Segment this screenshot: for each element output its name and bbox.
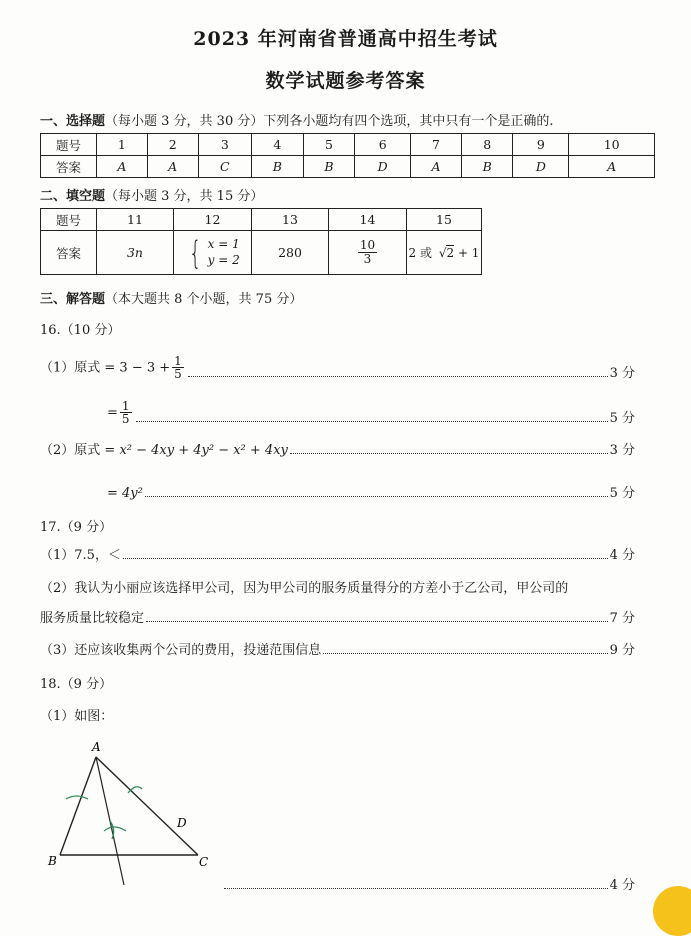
answer-cell: B (252, 156, 304, 178)
sqrt-sign: √ (438, 246, 447, 260)
score-points: 5 分 (609, 486, 635, 501)
score-points: 7 分 (609, 611, 635, 626)
q18-line-1: （1）如图： (40, 709, 114, 724)
section3-title: 三、解答题 (40, 292, 106, 307)
triangle-abc (60, 757, 198, 855)
answer-cell (329, 231, 407, 275)
corner-badge (653, 886, 691, 936)
section1-note: （每小题 3 分，共 30 分）下列各小题均有四个选项，其中只有一个是正确的. (105, 114, 554, 129)
dot-leader (146, 621, 608, 622)
point-label-d: D (177, 816, 187, 830)
answer-cell: C (198, 156, 252, 178)
q18-heading: 18.（9 分） (40, 677, 113, 692)
question-number: 12 (174, 209, 252, 231)
row-label: 题号 (41, 134, 97, 156)
q16-line-1-expr (40, 355, 186, 381)
vertex-label-b: B (48, 854, 57, 868)
q17-line-4-text: （3）还应该收集两个公司的费用，投递范围信息 (40, 643, 322, 658)
question-number: 10 (569, 134, 655, 156)
q16-line-3-expr (40, 439, 288, 458)
fraction-denominator: 3 (363, 252, 372, 266)
section2-note: （每小题 3 分，共 15 分） (105, 189, 264, 204)
q17-line-1 (40, 543, 635, 563)
fraction-numerator: 10 (359, 238, 376, 253)
dot-leader (224, 888, 608, 889)
q16-heading: 16.（10 分） (40, 323, 121, 338)
answer-cell: B (303, 156, 355, 178)
question-number: 8 (461, 134, 513, 156)
question-number: 9 (513, 134, 569, 156)
fraction-numerator: 1 (174, 353, 182, 368)
row-label: 题号 (41, 209, 97, 231)
answer-cell: A (411, 156, 462, 178)
q16-line-1-prefix: （1）原式 = 3 − 3 + (40, 360, 171, 376)
answer-cell: A (147, 156, 198, 178)
dot-leader (145, 496, 608, 497)
triangle-figure (40, 735, 230, 895)
section2-heading (40, 185, 263, 204)
fraction-denominator: 5 (174, 367, 182, 382)
section2-title: 二、填空题 (40, 189, 106, 204)
q17-line-1-text: （1）7.5，＜ (40, 548, 121, 563)
arc-mark (128, 787, 142, 793)
answer-cell: D (513, 156, 569, 178)
dot-leader (188, 376, 608, 377)
q16-line-4-formula: = 4y² (107, 486, 143, 501)
score-points: 3 分 (609, 443, 635, 458)
q16-line-3-formula: x² − 4xy + 4y² − x² + 4xy (119, 443, 288, 458)
vertex-label-c: C (199, 855, 209, 869)
answer-cell: B (461, 156, 513, 178)
score-points: 3 分 (609, 366, 635, 381)
score-points: 4 分 (609, 878, 635, 893)
fill-answer-table (40, 208, 482, 275)
score-points: 5 分 (609, 411, 635, 426)
question-number: 3 (198, 134, 252, 156)
question-number: 5 (303, 134, 355, 156)
dot-leader (290, 453, 608, 454)
question-number: 4 (252, 134, 304, 156)
question-number: 7 (411, 134, 462, 156)
page-subtitle: 数学试题参考答案 (265, 70, 426, 92)
dot-leader (136, 421, 608, 422)
arc-mark (66, 796, 88, 799)
row-label: 答案 (41, 156, 97, 178)
answer-cell: 3n (97, 231, 174, 275)
q16-line-3-label: （2）原式 = (40, 443, 116, 458)
table-row (41, 156, 655, 178)
dot-leader (323, 653, 607, 654)
answer-15-prefix: 2 或 (408, 246, 432, 260)
choice-answer-table (40, 133, 655, 178)
q16-line-2 (107, 390, 635, 426)
system-equation-1: x = 1 (207, 236, 240, 251)
question-number: 13 (252, 209, 329, 231)
fraction-numerator: 1 (121, 398, 130, 413)
dot-leader (123, 558, 608, 559)
q18-score-line (222, 873, 635, 893)
table-row (41, 231, 482, 275)
q17-line-4 (40, 638, 635, 658)
section1-heading (40, 110, 554, 129)
q17-heading: 17.（9 分） (40, 520, 113, 535)
answer-cell (407, 231, 482, 275)
section3-note: （本大题共 8 个小题，共 75 分） (105, 292, 303, 307)
question-number: 6 (355, 134, 411, 156)
answer-cell: 280 (252, 231, 329, 275)
score-points: 9 分 (609, 643, 635, 658)
question-number: 1 (97, 134, 148, 156)
table-row (41, 209, 482, 231)
q17-line-3 (40, 606, 635, 626)
page-title: 2023 年河南省普通高中招生考试 (193, 28, 498, 50)
answer-cell: D (355, 156, 411, 178)
question-number: 15 (407, 209, 482, 231)
answer-15-suffix: + 1 (457, 246, 480, 260)
q16-line-4 (107, 481, 635, 501)
system-equation-2: y = 2 (207, 252, 240, 267)
answer-cell: A (569, 156, 655, 178)
section1-title: 一、选择题 (40, 114, 106, 129)
question-number: 2 (147, 134, 198, 156)
q16-line-2-prefix: = (107, 405, 118, 421)
q16-line-3 (40, 438, 635, 458)
score-points: 4 分 (609, 548, 635, 563)
sqrt-radicand: 2 (446, 246, 455, 260)
answer-cell: A (97, 156, 148, 178)
side-ab (60, 757, 96, 855)
answer-cell: { x = 1 y = 2 (174, 231, 252, 275)
arc-mark (104, 827, 126, 831)
q17-line-3-text: 服务质量比较稳定 (40, 611, 145, 626)
question-number: 14 (329, 209, 407, 231)
table-row (41, 134, 655, 156)
section3-heading (40, 288, 302, 307)
q17-line-2-text: （2）我认为小丽应该选择甲公司，因为甲公司的服务质量得分的方差小于乙公司，甲公司的 (40, 581, 569, 596)
fraction-denominator: 5 (121, 412, 130, 427)
side-ac (96, 757, 198, 855)
q16-line-2-expr (107, 400, 134, 426)
vertex-label-a: A (92, 740, 101, 754)
question-number: 11 (97, 209, 174, 231)
q16-line-1 (40, 345, 635, 381)
row-label: 答案 (41, 231, 97, 275)
